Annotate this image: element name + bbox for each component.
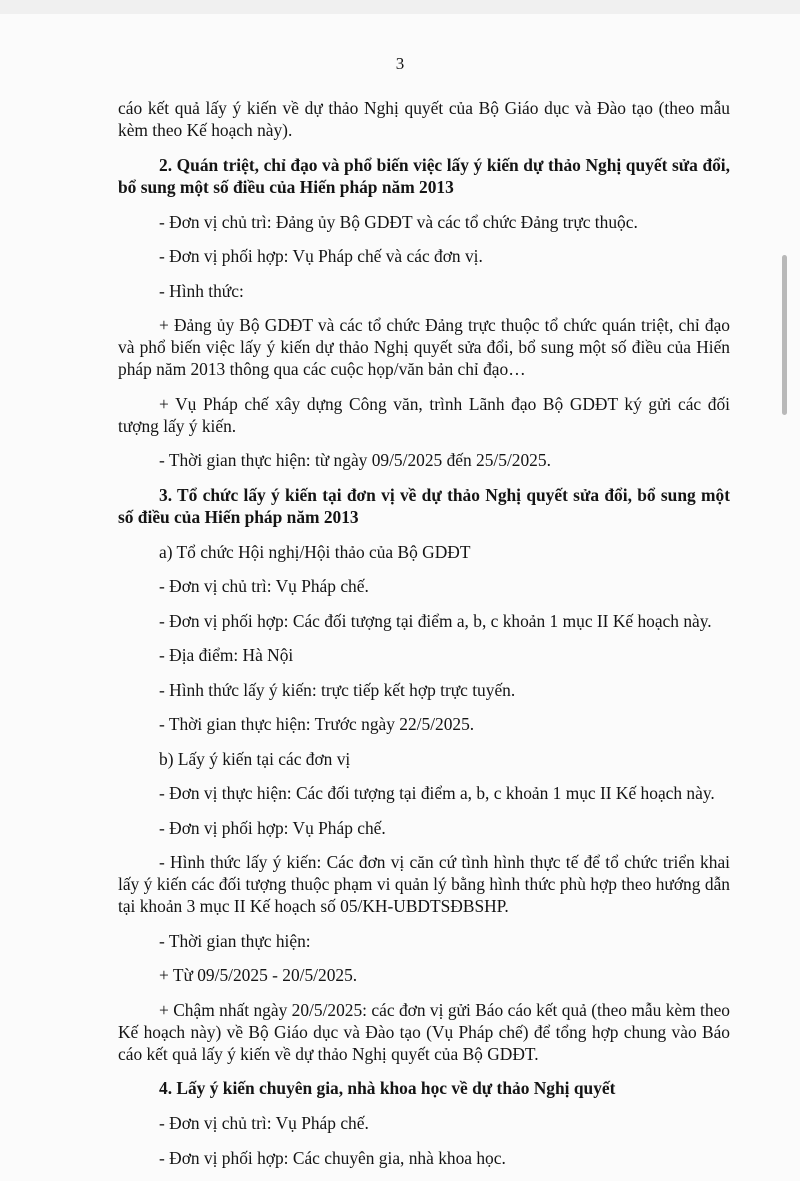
document-body xyxy=(118,97,730,1181)
paragraph: - Đơn vị phối hợp: Các đối tượng tại điểm a, b, c khoản 1 mục II Kế hoạch này. xyxy=(159,610,712,631)
scroll-indicator[interactable] xyxy=(782,255,787,415)
page-number: 3 xyxy=(395,54,405,73)
paragraph: + Đảng ủy Bộ GDĐT và các tổ chức Đảng trực thuộc tổ chức quán triệt, chỉ đạo và phổ biến việc lấy ý kiến dự thảo Nghị quyết sửa đổi, bổ sung một số điều của Hiến pháp năm 2013 thông qua các cuộc họp/văn bản chỉ đạo… xyxy=(118,315,730,379)
section-heading: 4. Lấy ý kiến chuyên gia, nhà khoa học về dự thảo Nghị quyết xyxy=(159,1078,616,1098)
paragraph: - Hình thức: xyxy=(159,280,244,301)
paragraph: + Chậm nhất ngày 20/5/2025: các đơn vị gửi Báo cáo kết quả (theo mẫu kèm theo Kế hoạch này) về Bộ Giáo dục và Đào tạo (Vụ Pháp chế) để tổng hợp chung vào Báo cáo kết quả lấy ý kiến về dự thảo Nghị quyết của Bộ GDĐT. xyxy=(118,999,730,1064)
paragraph: - Đơn vị chủ trì: Đảng ủy Bộ GDĐT và các tổ chức Đảng trực thuộc. xyxy=(159,211,638,232)
paragraph: - Đơn vị chủ trì: Vụ Pháp chế. xyxy=(159,1113,369,1133)
paragraph: - Đơn vị phối hợp: Các chuyên gia, nhà khoa học. xyxy=(159,1147,506,1168)
paragraph: - Thời gian thực hiện: từ ngày 09/5/2025 đến 25/5/2025. xyxy=(159,450,551,470)
paragraph: - Đơn vị phối hợp: Vụ Pháp chế. xyxy=(159,817,386,838)
paragraph: - Địa điểm: Hà Nội xyxy=(159,645,294,665)
paragraph: - Đơn vị thực hiện: Các đối tượng tại điểm a, b, c khoản 1 mục II Kế hoạch này. xyxy=(159,783,715,803)
paragraph: - Hình thức lấy ý kiến: Các đơn vị căn cứ tình hình thực tế để tổ chức triển khai lấy ý kiến các đối tượng thuộc phạm vi quản lý bằng hình thức phù hợp theo hướng dẫn tại khoản 3 mục II Kế hoạch số 05/KH-UBDTSĐBSHP. xyxy=(118,852,730,916)
paragraph: a) Tổ chức Hội nghị/Hội thảo của Bộ GDĐT xyxy=(159,541,471,562)
paragraph: - Đơn vị phối hợp: Vụ Pháp chế và các đơn vị. xyxy=(159,246,483,266)
paragraph: + Từ 09/5/2025 - 20/5/2025. xyxy=(159,965,358,985)
section-heading: 3. Tổ chức lấy ý kiến tại đơn vị về dự thảo Nghị quyết sửa đổi, bổ sung một số điều của Hiến pháp năm 2013 xyxy=(118,484,730,527)
paragraph: - Thời gian thực hiện: xyxy=(159,930,311,951)
section-heading: 2. Quán triệt, chỉ đạo và phổ biến việc lấy ý kiến dự thảo Nghị quyết sửa đổi, bổ sung một số điều của Hiến pháp năm 2013 xyxy=(118,154,730,197)
paragraph: - Hình thức lấy ý kiến: trực tiếp kết hợp trực tuyến. xyxy=(159,679,516,700)
paragraph: cáo kết quả lấy ý kiến về dự thảo Nghị quyết của Bộ Giáo dục và Đào tạo (theo mẫu kèm theo Kế hoạch này). xyxy=(118,98,730,140)
paragraph: + Vụ Pháp chế xây dựng Công văn, trình Lãnh đạo Bộ GDĐT ký gửi các đối tượng lấy ý kiến. xyxy=(118,393,730,436)
paragraph: - Đơn vị chủ trì: Vụ Pháp chế. xyxy=(159,576,369,596)
paragraph: - Thời gian thực hiện: Trước ngày 22/5/2025. xyxy=(159,714,475,734)
paragraph: b) Lấy ý kiến tại các đơn vị xyxy=(159,748,351,769)
top-strip xyxy=(0,0,800,14)
